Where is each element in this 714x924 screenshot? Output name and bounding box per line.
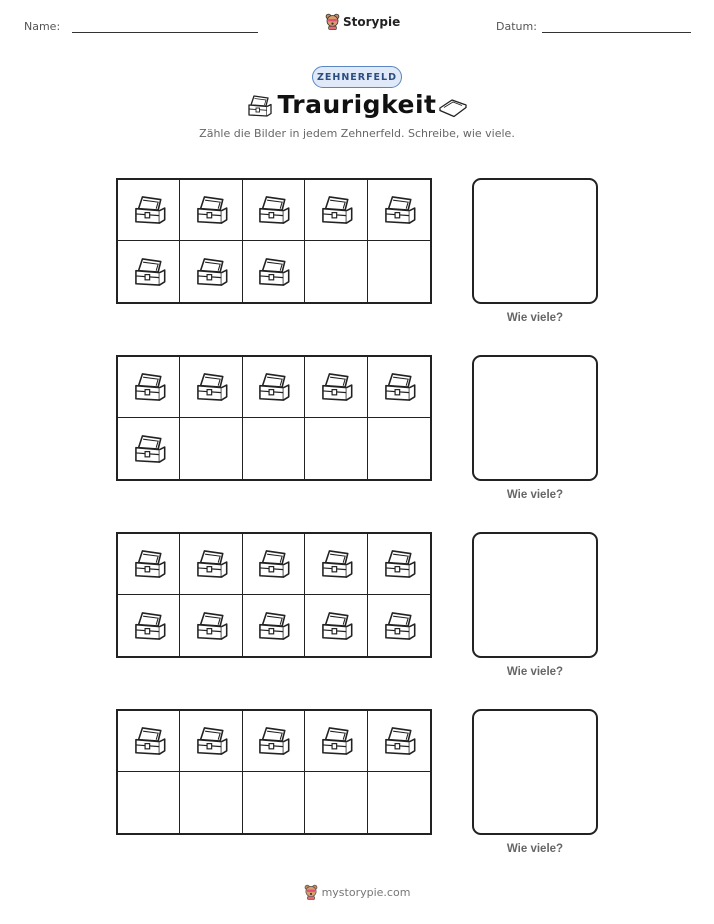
name-line[interactable] (72, 32, 258, 33)
ten-frame-cell (243, 241, 305, 302)
ten-frame-cell (368, 534, 430, 595)
ten-frame-cell (243, 534, 305, 595)
open-chest-icon (254, 609, 292, 643)
ten-frame-cell (118, 418, 180, 479)
ten-frame-cell (243, 711, 305, 772)
ten-frame-cell (180, 241, 242, 302)
date-line[interactable] (542, 32, 691, 33)
website-url[interactable]: mystorypie.com (321, 885, 411, 899)
answer-label-3: Wie viele? (506, 666, 564, 678)
ten-frame-cell (118, 357, 180, 418)
bear-mascot-icon (304, 884, 318, 900)
ten-frame-cell (118, 711, 180, 772)
ten-frame-cell (118, 241, 180, 302)
open-chest-icon (130, 432, 168, 466)
ten-frame-cell (305, 180, 367, 241)
ten-frame-cell (118, 180, 180, 241)
name-label: Name: (24, 20, 61, 33)
ten-frame-cell (368, 595, 430, 656)
open-chest-icon (130, 724, 168, 758)
ten-frame-cell (305, 357, 367, 418)
answer-label-4: Wie viele? (506, 843, 564, 855)
open-chest-icon (192, 370, 230, 404)
ten-frame-cell (305, 595, 367, 656)
ten-frame-cell (368, 772, 430, 833)
ten-frame-cell (368, 180, 430, 241)
open-chest-icon (317, 370, 355, 404)
brand-logo (325, 13, 400, 30)
answer-box-4[interactable] (472, 709, 598, 835)
answer-label-2: Wie viele? (506, 489, 564, 501)
open-chest-icon (192, 547, 230, 581)
ten-frame-3 (116, 532, 432, 658)
open-chest-icon (317, 724, 355, 758)
open-chest-icon (192, 255, 230, 289)
ten-frame-cell (180, 711, 242, 772)
worksheet-type-badge: ZEHNERFELD (312, 66, 402, 88)
ten-frame-cell (368, 241, 430, 302)
ten-frame-cell (243, 180, 305, 241)
open-chest-icon (130, 547, 168, 581)
ten-frame-cell (180, 180, 242, 241)
open-chest-icon (254, 370, 292, 404)
open-chest-icon (380, 547, 418, 581)
open-chest-icon (130, 370, 168, 404)
footer (0, 884, 714, 900)
ten-frame-cell (180, 595, 242, 656)
open-chest-icon (380, 609, 418, 643)
closed-chest-icon (437, 95, 469, 119)
ten-frame-cell (243, 357, 305, 418)
open-chest-icon (254, 255, 292, 289)
ten-frame-cell (305, 711, 367, 772)
open-chest-icon (317, 609, 355, 643)
instruction-text: Zähle die Bilder in jedem Zehnerfeld. Schreibe, wie viele. (199, 127, 515, 140)
answer-box-2[interactable] (472, 355, 598, 481)
ten-frame-cell (368, 418, 430, 479)
page-title: Traurigkeit (277, 90, 437, 119)
brand-name: Storypie (343, 14, 401, 29)
ten-frame-cell (305, 418, 367, 479)
ten-frame-cell (243, 418, 305, 479)
ten-frame-cell (243, 772, 305, 833)
open-chest-icon (317, 193, 355, 227)
open-chest-icon (130, 255, 168, 289)
ten-frame-cell (243, 595, 305, 656)
open-chest-icon (254, 724, 292, 758)
ten-frame-cell (368, 357, 430, 418)
ten-frame-1 (116, 178, 432, 304)
ten-frame-cell (118, 534, 180, 595)
open-chest-icon (130, 609, 168, 643)
ten-frame-cell (118, 772, 180, 833)
ten-frame-cell (180, 534, 242, 595)
open-chest-icon (317, 547, 355, 581)
open-chest-icon (192, 609, 230, 643)
ten-frame-2 (116, 355, 432, 481)
ten-frame-cell (305, 241, 367, 302)
answer-label-1: Wie viele? (506, 312, 564, 324)
ten-frame-cell (305, 772, 367, 833)
open-chest-icon (380, 370, 418, 404)
ten-frame-cell (368, 711, 430, 772)
open-chest-icon (130, 193, 168, 227)
ten-frame-cell (180, 357, 242, 418)
ten-frame-cell (180, 418, 242, 479)
ten-frame-cell (118, 595, 180, 656)
date-label: Datum: (496, 20, 537, 33)
open-chest-icon (380, 193, 418, 227)
ten-frame-cell (180, 772, 242, 833)
bear-mascot-icon (325, 13, 340, 30)
answer-box-1[interactable] (472, 178, 598, 304)
ten-frame-cell (305, 534, 367, 595)
open-chest-icon (192, 193, 230, 227)
open-chest-icon (192, 724, 230, 758)
ten-frame-4 (116, 709, 432, 835)
open-chest-icon (254, 547, 292, 581)
open-chest-icon (254, 193, 292, 227)
answer-box-3[interactable] (472, 532, 598, 658)
open-chest-icon (380, 724, 418, 758)
